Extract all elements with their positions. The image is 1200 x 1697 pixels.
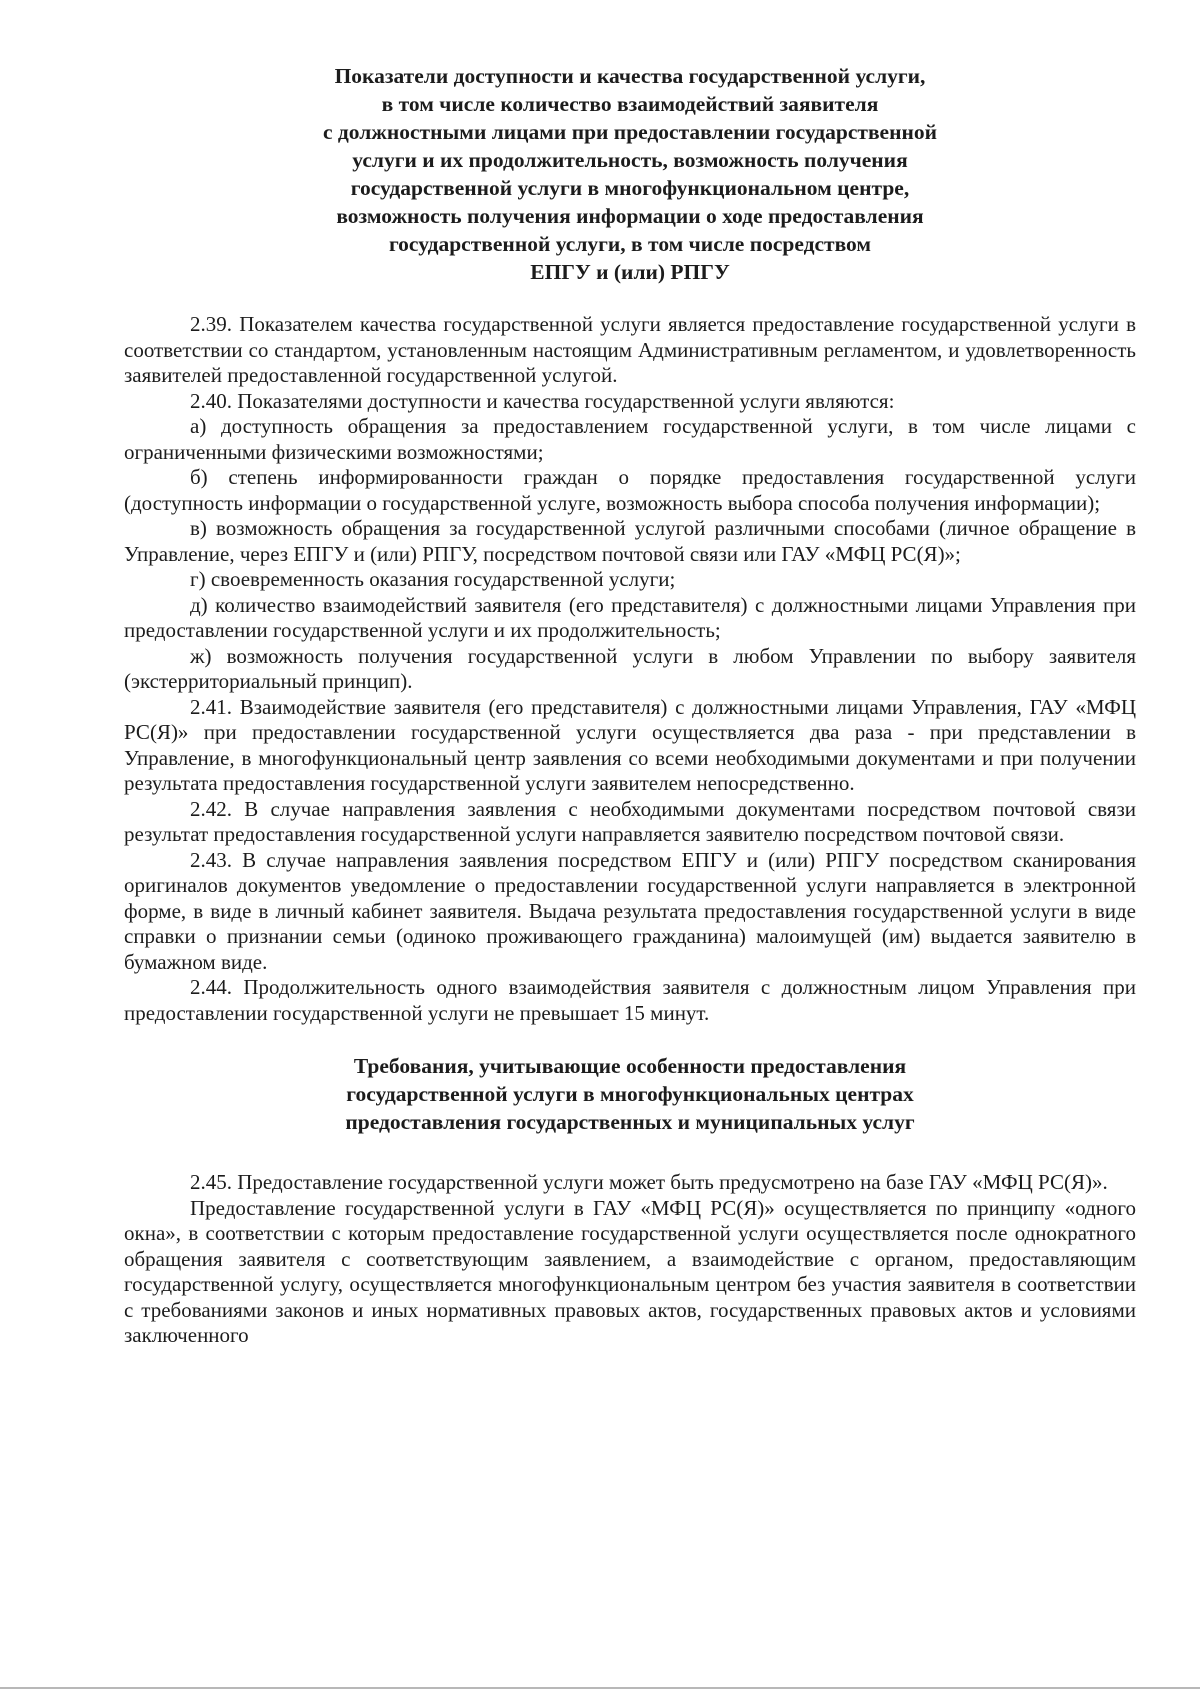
heading-line: государственной услуги в многофункциональном центре, xyxy=(350,176,910,200)
heading-line: ЕПГУ и (или) РПГУ xyxy=(530,260,730,284)
heading-line: предоставления государственных и муниципальных услуг xyxy=(345,1110,915,1134)
heading-line: Показатели доступности и качества государственной услуги, xyxy=(334,64,926,88)
list-item-d: д) количество взаимодействий заявителя (его представителя) с должностными лицами Управления при предоставлении государственной услуги и их продолжительность; xyxy=(124,592,1136,642)
paragraph-2-40: 2.40. Показателями доступности и качества государственной услуги являются: xyxy=(190,388,895,413)
heading-line: в том числе количество взаимодействий заявителя xyxy=(381,92,879,116)
list-item-zh: ж) возможность получения государственной услуги в любом Управлении по выбору заявителя (экстерриториальный принцип). xyxy=(124,643,1136,693)
paragraph-2-43: 2.43. В случае направления заявления посредством ЕПГУ и (или) РПГУ посредством сканирования оригиналов документов уведомление о предоставлении государственной услуги направляется в электронной форме, в виде в личный кабинет заявителя. Выдача результата предоставления государственной услуги в виде справки о признании семьи (одиноко проживающего гражданина) малоимущей (им) выдается заявителю в бумажном виде. xyxy=(124,847,1136,974)
document-content xyxy=(124,62,1136,1349)
heading-line: государственной услуги в многофункциональных центрах xyxy=(346,1082,914,1106)
heading-line: с должностными лицами при предоставлении государственной xyxy=(322,120,938,144)
paragraph-one-window: Предоставление государственной услуги в ГАУ «МФЦ РС(Я)» осуществляется по принципу «одного окна», в соответствии с которым предоставление государственной услуги осуществляется после однократного обращения заявителя с соответствующим заявлением, а взаимодействие с органом, предоставляющим государственной услугу, осуществляется многофункциональным центром без участия заявителя в соответствии с требованиями законов и иных нормативных правовых актов, государственных правовых актов и условиями заключенного xyxy=(124,1195,1136,1347)
list-item-b: б) степень информированности граждан о порядке предоставления государственной услуги (доступность информации о государственной услуге, возможность выбора способа получения информации); xyxy=(124,465,1136,515)
heading-line: возможность получения информации о ходе предоставления xyxy=(336,204,924,228)
list-item-a: а) доступность обращения за предоставлением государственной услуги, в том числе лицами с ограниченными физическими возможностями; xyxy=(124,414,1136,464)
heading-line: Требования, учитывающие особенности предоставления xyxy=(353,1054,907,1078)
page-bottom-edge xyxy=(0,1687,1200,1689)
heading-line: услуги и их продолжительность, возможность получения xyxy=(352,148,908,172)
paragraph-2-41: 2.41. Взаимодействие заявителя (его представителя) с должностными лицами Управления, ГАУ «МФЦ РС(Я)» при предоставлении государственной услуги осуществляется два раза - при представлении в Управление, в многофункциональный центр заявления со всеми необходимыми документами и при получении результата предоставления государственной услуги заявителем непосредственно. xyxy=(124,694,1136,795)
paragraph-2-39: 2.39. Показателем качества государственной услуги является предоставление государственной услуги в соответствии со стандартом, установленным настоящим Административным регламентом, и удовлетворенность заявителей предоставленной государственной услугой. xyxy=(124,312,1136,387)
list-item-v: в) возможность обращения за государственной услугой различными способами (личное обращение в Управление, через ЕПГУ и (или) РПГУ, посредством почтовой связи или ГАУ «МФЦ РС(Я)»; xyxy=(124,516,1136,566)
heading-line: государственной услуги, в том числе посредством xyxy=(388,232,872,256)
paragraph-2-42: 2.42. В случае направления заявления с необходимыми документами посредством почтовой связи результат предоставления государственной услуги направляется заявителю посредством почтовой связи. xyxy=(124,796,1136,846)
list-item-g: г) своевременность оказания государственной услуги; xyxy=(190,567,676,591)
section-heading-mfc-requirements xyxy=(124,1052,1136,1136)
paragraph-2-44: 2.44. Продолжительность одного взаимодействия заявителя с должностным лицом Управления при предоставлении государственной услуги не превышает 15 минут. xyxy=(124,975,1136,1025)
section-heading-quality-indicators xyxy=(124,62,1136,286)
paragraph-2-45: 2.45. Предоставление государственной услуги может быть предусмотрено на базе ГАУ «МФЦ РС(Я)». xyxy=(190,1170,1108,1194)
